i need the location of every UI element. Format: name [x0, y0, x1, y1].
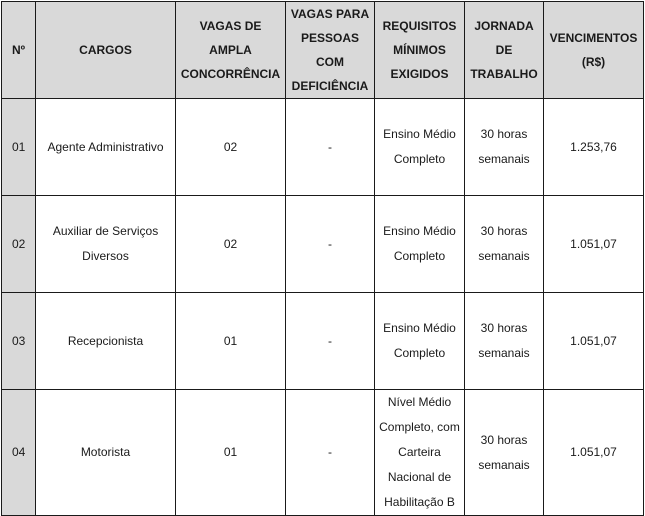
jornada-cell: 30 horas semanais [465, 99, 544, 196]
requisitos-cell: Ensino Médio Completo [375, 196, 465, 293]
table-row [2, 390, 644, 516]
col-header-num: Nº [2, 2, 36, 99]
vagas-pcd-cell: - [286, 196, 375, 293]
vagas-ampla-cell: 01 [176, 390, 286, 516]
cargo-cell: Motorista [36, 390, 176, 516]
requisitos-cell: Ensino Médio Completo [375, 99, 465, 196]
vencimento-cell: 1.051,07 [544, 293, 644, 390]
vagas-ampla-cell: 02 [176, 196, 286, 293]
cargo-cell: Recepcionista [36, 293, 176, 390]
vencimento-cell: 1.051,07 [544, 390, 644, 516]
col-header-jornada: JORNADA DE TRABALHO [465, 2, 544, 99]
vagas-pcd-cell: - [286, 390, 375, 516]
col-header-cargos: CARGOS [36, 2, 176, 99]
table-row [2, 99, 644, 196]
positions-table [1, 1, 644, 516]
header-row [2, 2, 644, 99]
table-row [2, 293, 644, 390]
col-header-vencimentos: VENCIMENTOS (R$) [544, 2, 644, 99]
vencimento-cell: 1.253,76 [544, 99, 644, 196]
row-number: 01 [2, 99, 36, 196]
table-row [2, 196, 644, 293]
col-header-vagas-ampla: VAGAS DE AMPLA CONCORRÊNCIA [176, 2, 286, 99]
jornada-cell: 30 horas semanais [465, 390, 544, 516]
vagas-ampla-cell: 01 [176, 293, 286, 390]
requisitos-cell: Nível Médio Completo, com Carteira Nacional de Habilitação B [375, 390, 465, 516]
row-number: 02 [2, 196, 36, 293]
vencimento-cell: 1.051,07 [544, 196, 644, 293]
jornada-cell: 30 horas semanais [465, 196, 544, 293]
row-number: 04 [2, 390, 36, 516]
vagas-pcd-cell: - [286, 293, 375, 390]
vagas-ampla-cell: 02 [176, 99, 286, 196]
cargo-cell: Agente Administrativo [36, 99, 176, 196]
col-header-requisitos: REQUISITOS MÍNIMOS EXIGIDOS [375, 2, 465, 99]
requisitos-cell: Ensino Médio Completo [375, 293, 465, 390]
col-header-vagas-pcd: VAGAS PARA PESSOAS COM DEFICIÊNCIA [286, 2, 375, 99]
cargo-cell: Auxiliar de Serviços Diversos [36, 196, 176, 293]
row-number: 03 [2, 293, 36, 390]
jornada-cell: 30 horas semanais [465, 293, 544, 390]
vagas-pcd-cell: - [286, 99, 375, 196]
